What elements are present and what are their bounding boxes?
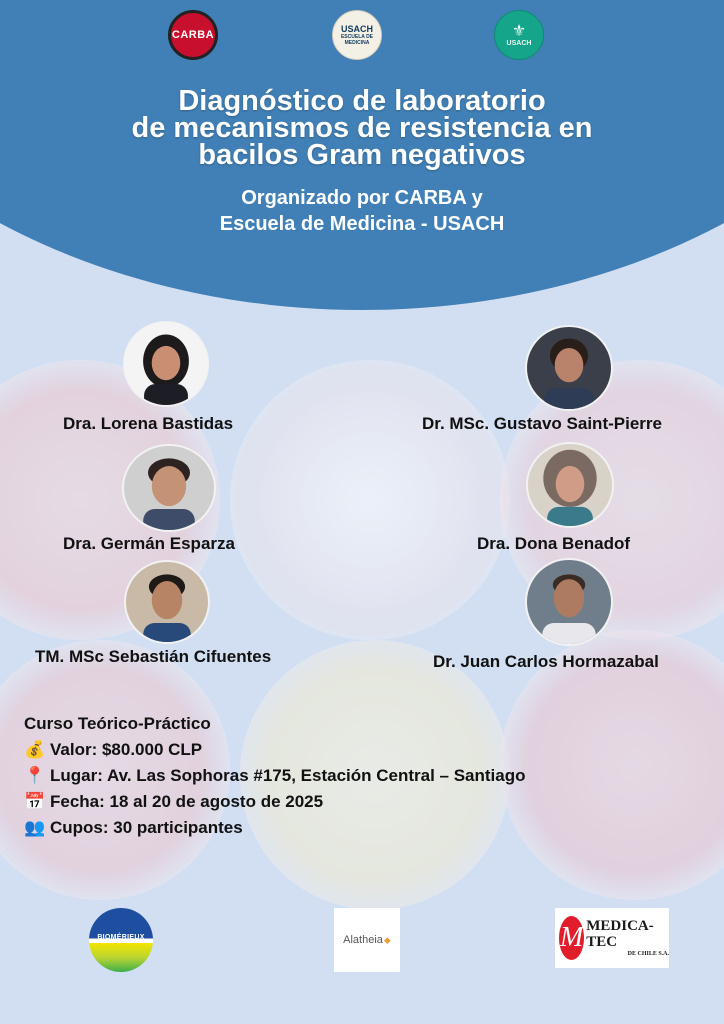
title-line: bacilos Gram negativos <box>198 139 526 171</box>
course-info <box>24 711 704 841</box>
usach-logo-subtext: ESCUELA DE MEDICINA <box>340 33 374 46</box>
subtitle-line: Organizado por CARBA y <box>241 187 483 209</box>
speaker-name: Dra. Lorena Bastidas <box>63 414 234 433</box>
medica-tec-sub: DE CHILE S.A. <box>627 951 669 957</box>
seal-icon: ⚜ <box>511 22 527 40</box>
money-bag-icon: 💰 <box>24 740 46 759</box>
seats-text: Cupos: 30 participantes <box>50 818 243 837</box>
calendar-icon: 📅 <box>24 792 46 811</box>
date-text: Fecha: 18 al 20 de agosto de 2025 <box>50 792 324 811</box>
price-row <box>24 737 704 763</box>
event-organizers <box>0 185 724 237</box>
usach-medicina-logo <box>332 10 382 60</box>
place-text: Lugar: Av. Las Sophoras #175, Estación Central – Santiago <box>50 766 526 785</box>
place-row <box>24 763 704 789</box>
medica-tec-name: MEDICA-TEC <box>586 918 654 950</box>
usach-seal-logo <box>494 10 544 60</box>
course-type <box>24 711 704 737</box>
date-row <box>24 789 704 815</box>
speaker-photo <box>526 442 614 528</box>
carba-logo-text: CARBA <box>171 29 215 41</box>
title-line: de mecanismos de resistencia en <box>131 112 593 144</box>
carba-logo <box>168 10 218 60</box>
usach-seal-text: USACH <box>506 39 532 47</box>
medica-tec-logo-text <box>586 918 669 958</box>
speaker-photo <box>122 444 216 532</box>
subtitle-line: Escuela de Medicina - USACH <box>219 213 505 235</box>
price-text: Valor: $80.000 CLP <box>50 740 203 759</box>
title-line: Diagnóstico de laboratorio <box>178 85 546 117</box>
logo-row <box>0 10 724 62</box>
course-type-text: Curso Teórico-Práctico <box>24 714 211 733</box>
leaf-icon: ◆ <box>383 934 391 945</box>
speaker-name: Dra. Dona Benadof <box>477 534 631 553</box>
biomerieux-logo <box>89 908 153 972</box>
speaker-photo <box>525 325 613 411</box>
speaker-photo <box>525 558 613 646</box>
speaker-name: Dr. Juan Carlos Hormazabal <box>433 652 659 671</box>
pin-icon: 📍 <box>24 766 46 785</box>
seats-row <box>24 815 704 841</box>
medica-tec-logo <box>555 908 669 968</box>
speaker-name: Dr. MSc. Gustavo Saint-Pierre <box>422 414 662 433</box>
speaker-name: Dra. Germán Esparza <box>63 534 235 553</box>
people-icon: 👥 <box>24 818 46 837</box>
usach-logo-text: USACH <box>340 23 373 34</box>
speaker-name: TM. MSc Sebastián Cifuentes <box>35 647 272 666</box>
alatheia-logo <box>334 908 400 972</box>
speaker-photo <box>124 560 210 644</box>
biomerieux-logo-text: BIOMÉRIEUX <box>97 934 145 941</box>
event-title <box>0 85 724 171</box>
petri-dish-image <box>230 360 510 640</box>
alatheia-logo-text: Alatheia <box>343 934 383 946</box>
medica-m-icon: M <box>559 916 584 960</box>
speaker-photo <box>123 321 209 407</box>
